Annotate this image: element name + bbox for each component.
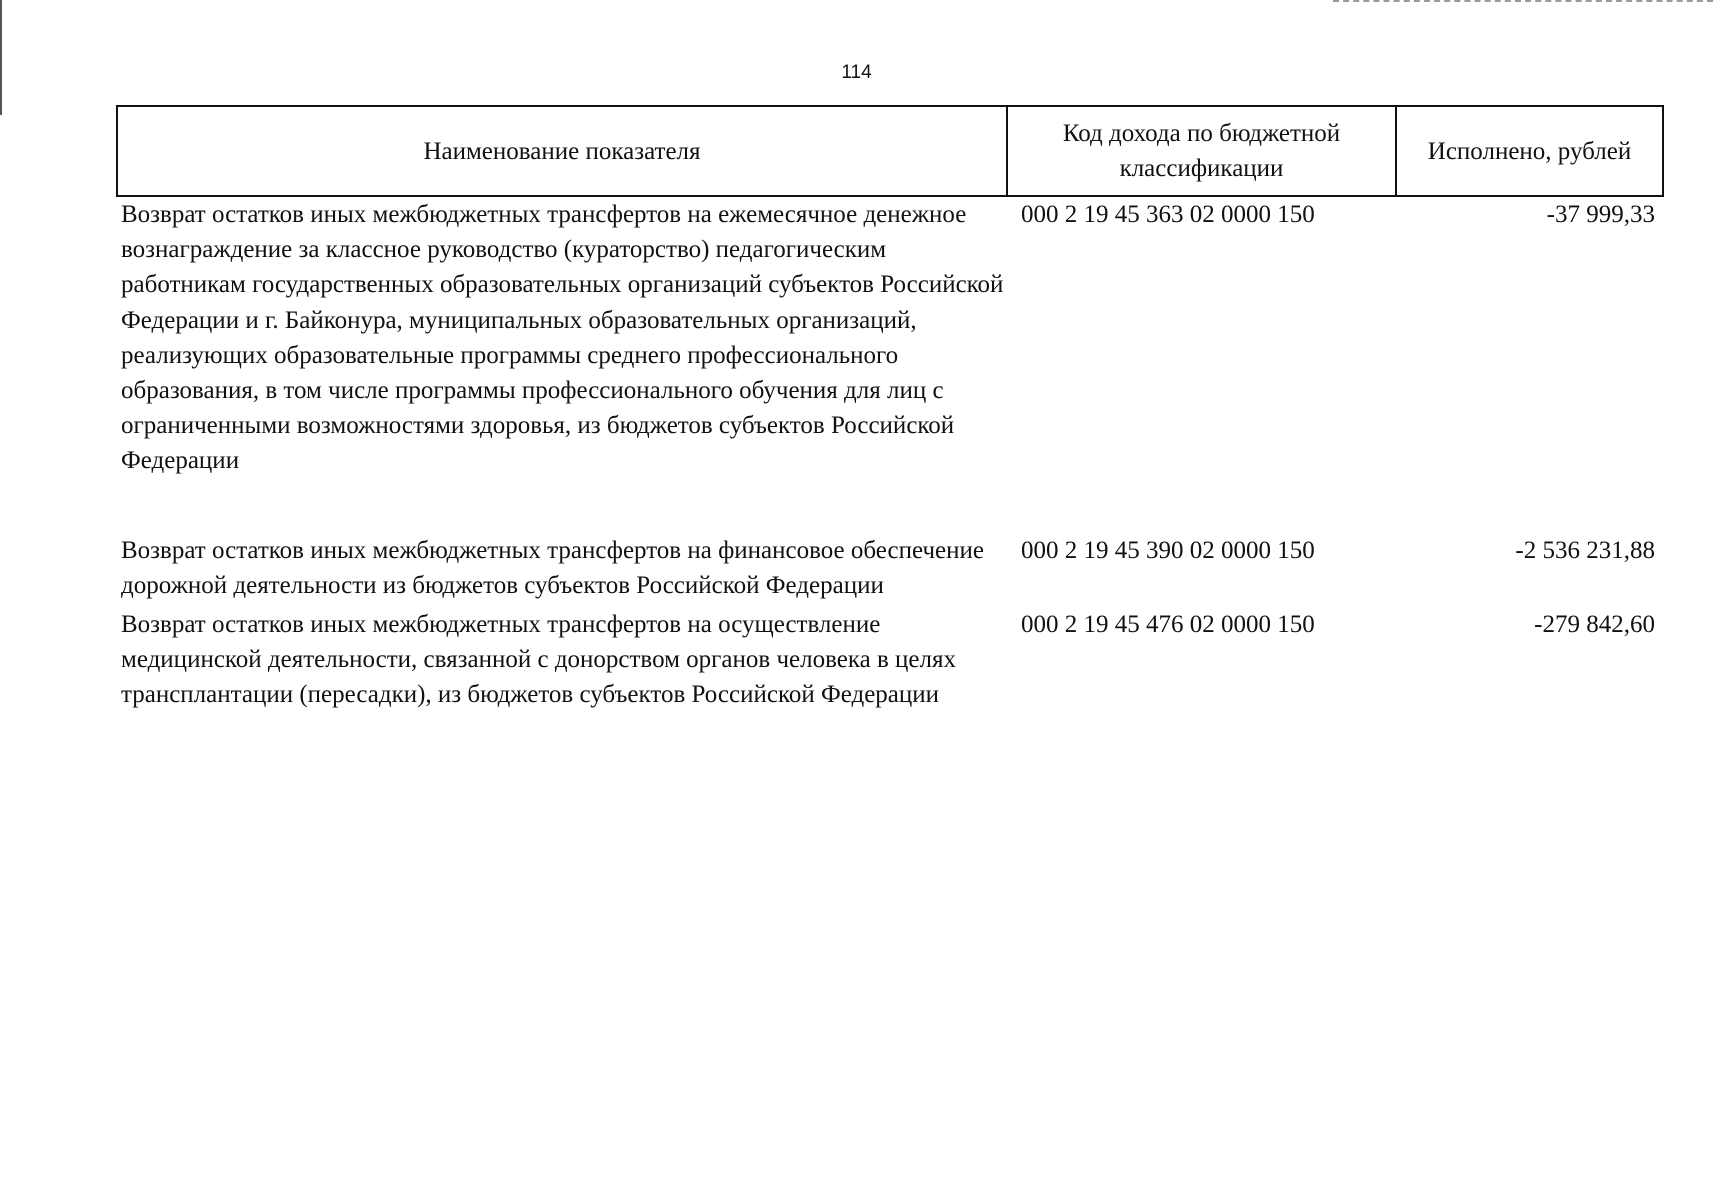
table-row <box>117 533 1663 607</box>
header-code: Код дохода по бюджетной классификации <box>1007 106 1396 196</box>
row-name: Возврат остатков иных межбюджетных трансфертов на осуществление медицинской деятельности, связанной с донорством органов человека в целях трансплантации (пересадки), из бюджетов субъектов Российской Федерации <box>121 611 956 709</box>
scan-edge-left <box>0 0 2 115</box>
row-code: 000 2 19 45 390 02 0000 150 <box>1021 536 1315 564</box>
header-row <box>117 106 1663 196</box>
row-sum: -2 536 231,88 <box>1515 536 1655 564</box>
revenue-table <box>116 105 1664 713</box>
header-name: Наименование показателя <box>117 106 1007 196</box>
row-name: Возврат остатков иных межбюджетных трансфертов на ежемесячное денежное вознаграждение за классное руководство (кураторство) педагогическим работникам государственных образовательных организаций субъектов Российской Федерации и г. Байконура, муниципальных образовательных организаций, реализующих образовательные программы среднего профессионального образования, в том числе программы профессионального обучения для лиц с ограниченными возможностями здоровья, из бюджетов субъектов Российской Федерации <box>121 201 1004 475</box>
row-sum: -37 999,33 <box>1546 201 1655 228</box>
row-name: Возврат остатков иных межбюджетных трансфертов на финансовое обеспечение дорожной деятельности из бюджетов субъектов Российской Федерации <box>121 536 984 599</box>
row-sum: -279 842,60 <box>1534 611 1655 639</box>
table-header <box>117 106 1663 196</box>
table-body <box>117 196 1663 713</box>
scan-edge-top <box>1333 0 1713 4</box>
page-number: 114 <box>841 62 872 83</box>
row-code: 000 2 19 45 476 02 0000 150 <box>1021 611 1315 639</box>
header-sum: Исполнено, рублей <box>1396 106 1663 196</box>
table-row <box>117 196 1663 533</box>
row-code: 000 2 19 45 363 02 0000 150 <box>1021 201 1315 228</box>
table-row <box>117 607 1663 713</box>
